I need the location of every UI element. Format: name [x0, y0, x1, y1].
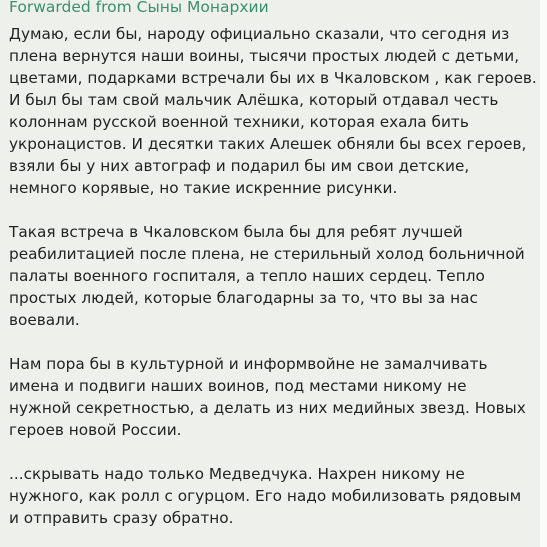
message-line: имена и подвиги наших воинов, под местами никому не [9, 377, 467, 395]
message-line: палаты военного госпиталя, а тепло наших сердец. Тепло [9, 267, 485, 285]
paragraph-gap [9, 331, 534, 353]
forwarded-from-label[interactable]: Forwarded from Сыны Монархии [9, 0, 269, 16]
message-line: цветами, подарками встречали бы их в Чкаловском , как героев. [9, 69, 537, 87]
message-line: героев новой России. [9, 421, 182, 439]
message-line: немного корявые, но такие искренние рисунки. [9, 179, 398, 197]
message-line: и отправить сразу обратно. [9, 509, 234, 527]
message-line: плена вернутся наши воины, тысячи простых людей с детьми, [9, 47, 520, 65]
message-line: И был бы там свой мальчик Алёшка, который отдавал честь [9, 91, 499, 109]
message-line: воевали. [9, 311, 80, 329]
message-line: Такая встреча в Чкаловском была бы для ребят лучшей [9, 223, 463, 241]
message-line: ...скрывать надо только Медведчука. Нахрен никому не [9, 465, 465, 483]
message-line: нужного, как ролл с огурцом. Его надо мобилизовать рядовым [9, 487, 522, 505]
message-line: колоннам русской военной техники, которая ехала бить [9, 113, 469, 131]
chat-background-edge [540, 0, 547, 547]
message-line: реабилитацией после плена, не стерильный холод больничной [9, 245, 525, 263]
paragraph-gap [9, 199, 534, 221]
message-line: простых людей, которые благодарны за то, что вы за нас [9, 289, 478, 307]
message-text [9, 23, 537, 529]
message-line: нужной секретностью, а делать из них медийных звезд. Новых [9, 399, 526, 417]
message-line: Думаю, если бы, народу официально сказали, что сегодня из [9, 25, 510, 43]
message-line: Нам пора бы в культурной и информвойне не замалчивать [9, 355, 488, 373]
paragraph-gap [9, 441, 534, 463]
message-line: укронацистов. И десятки таких Алешек обняли бы всех героев, [9, 135, 527, 153]
message-line: взяли бы у них автограф и подарил бы им свои детские, [9, 157, 470, 175]
